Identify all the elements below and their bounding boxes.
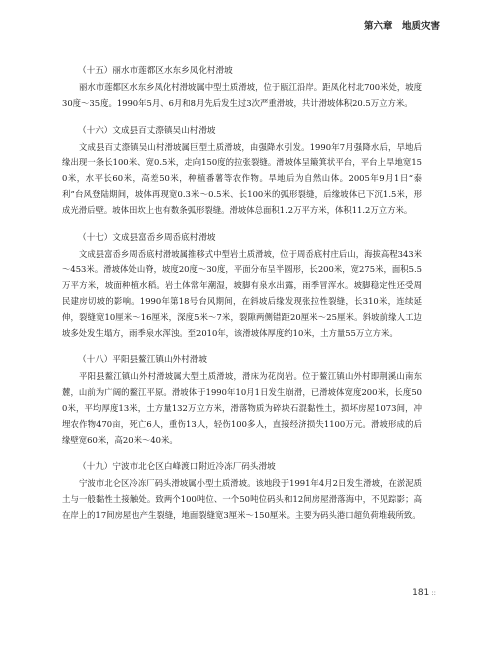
section-15 <box>62 64 422 112</box>
page-number: 181 <box>412 588 430 598</box>
section-19 <box>62 460 422 523</box>
section-title: （十九）宁波市北仑区白峰渡口附近冷冻厂码头滑坡 <box>78 462 276 473</box>
section-title: （十五）丽水市莲都区水东乡凤化村滑坡 <box>78 66 233 76</box>
section-paragraph: 平阳县鳌江镇山外村滑坡属大型土质滑坡，滑床为花岗岩。位于鳌江镇山外村即荆溪山南东麓，山前为广阔的鳌江平原。滑坡体于1990年10月1日发生崩滑，已滑坡体宽度200米，长度500米，平均厚度13米，土方量132万立方米，滑落物质为碎块石混黏性土，损坏房屋1073间，冲埋农作物470亩，死亡6人，重伤13人，轻伤100多人，直接经济损失1100万元。滑坡形成的后缘壁宽60米，高20米～40米。 <box>62 371 422 445</box>
section-18 <box>62 353 422 448</box>
page-mark: :: <box>431 589 436 597</box>
section-title: （十七）文成县富岙乡周岙底村滑坡 <box>78 232 216 243</box>
section-title: （十六）文成县百丈漈镇吴山村滑坡 <box>78 125 216 136</box>
chapter-header: 第六章 地质灾害 <box>363 21 440 32</box>
section-paragraph: 文成县百丈漈镇吴山村滑坡属巨型土质滑坡，由强降水引发。1990年7月强降水后，早地后缘出现一条长100米、宽0.5米，走向150度的拉张裂缝。滑坡体呈簸箕状平台，平台上旱地宽150米，水平长60米，高差50米，种植番薯等农作物。旱地后为自然山体。2005年9月1日“泰利”台风登陆期间，坡体再现宽0.3米～0.5米、长100米的弧形裂缝，后缘坡体已下沉1.5米，形成光滑后壁。坡体田坎上也有数条弧形裂缝。滑坡体总面积1.2万平方米，体积11.2万立方米。 <box>62 141 422 215</box>
section-title: （十八）平阳县鳌江镇山外村滑坡 <box>78 355 207 366</box>
section-paragraph: 丽水市莲都区水东乡凤化村滑坡属中型土质滑坡，位于瓯江沿岸。距凤化村北700米处，坡度30度～35度。1990年5月、6月和8月先后发生过3次严重滑坡，共计滑坡体积20.5万立方米。 <box>62 82 422 108</box>
section-16 <box>62 124 422 219</box>
section-paragraph: 宁波市北仑区冷冻厂码头滑坡属小型土质滑坡。该地段于1991年4月2日发生滑坡，在淤泥质土与一般黏性土接触处。致两个100吨位、一个50吨位码头和12间房屋滑落海中，不见踪影；高在岸上的17间房屋也产生裂缝，地面裂缝宽3厘米～150厘米。主要为码头港口超负荷堆载所致。 <box>62 478 422 520</box>
section-17 <box>62 231 422 342</box>
section-paragraph: 文成县富岙乡周岙底村滑坡属推移式中型岩土质滑坡，位于周岙底村庄后山，海拔高程343米～453米。滑坡体处山脊，坡度20度～30度，平面分布呈半圆形，长200米，宽275米，面积5.5万平方米，坡面种植水稻。岩土体常年潮湿，坡脚有泉水出露，雨季冒浑水。坡脚稳定性还受周民建房切坡的影响。1990年第18号台风期间，在斜坡后缘发现张拉性裂缝，长310米，连续延伸，裂缝宽10厘米～16厘米，深度5米～7米，裂隙两侧错距20厘米～25厘米。斜坡前缘人工边坡多处发生塌方，雨季泉水浑浊。至2010年，该滑坡体厚度约10米，土方量55万立方米。 <box>62 248 422 338</box>
page-footer <box>412 588 436 598</box>
document-body <box>62 64 422 536</box>
